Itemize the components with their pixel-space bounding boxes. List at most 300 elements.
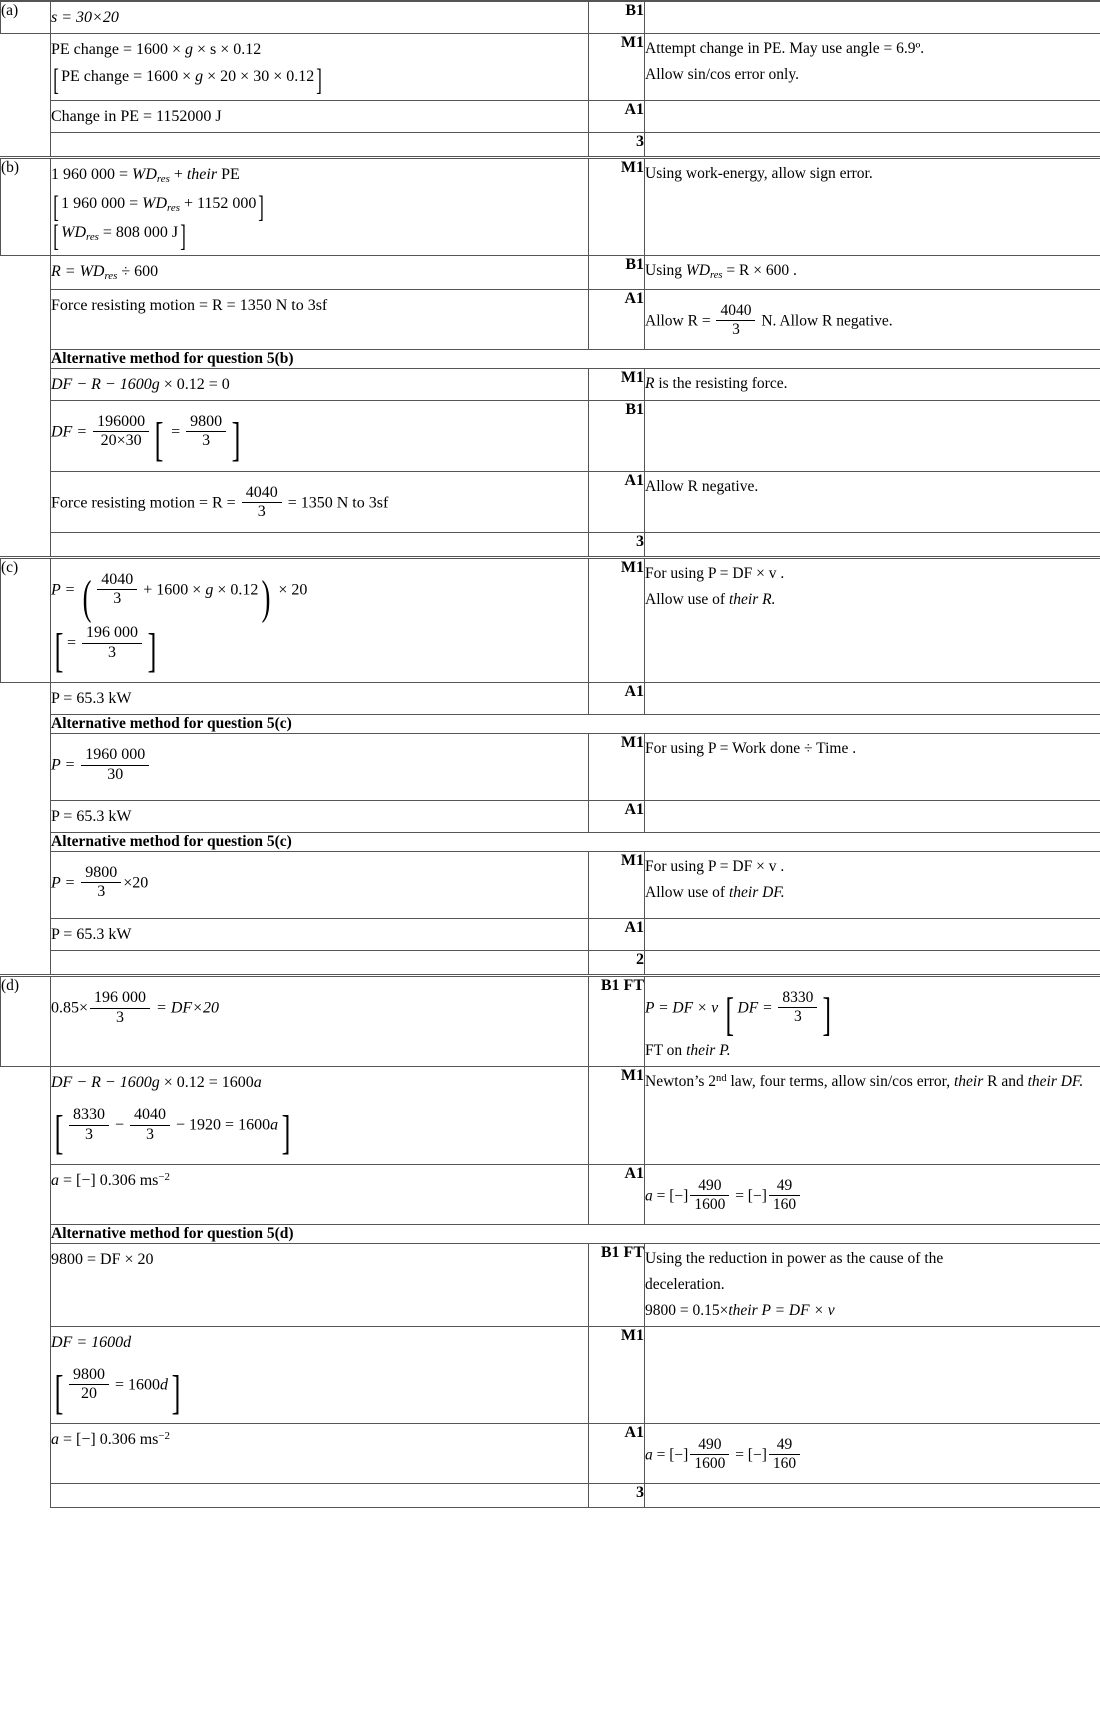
comment-line: For using P = DF × v . — [645, 564, 785, 582]
alt-heading-row — [1, 349, 1100, 368]
part-total-d: 3 — [589, 1483, 645, 1507]
working-line: s = 30×20 — [51, 9, 119, 26]
text-fragment: + 1600 × — [139, 581, 206, 599]
text-fragment: − 1920 = 1600 — [172, 1116, 271, 1134]
text-fragment: P = — [51, 756, 80, 774]
fraction — [242, 484, 282, 522]
working-line — [51, 484, 588, 522]
text-fragment: × s × 0.12 — [193, 41, 262, 59]
working-cell — [51, 132, 589, 157]
fraction-numerator: 9800 — [69, 1366, 109, 1385]
comment-line: For using P = DF × v . — [645, 858, 785, 876]
subscript-res: res — [86, 230, 99, 243]
text-fragment: = [−] 0.306 ms — [59, 1171, 159, 1189]
comment-cell — [645, 532, 1100, 557]
comment-line: Attempt change in PE. May use angle = 6.9º. — [645, 40, 925, 58]
text-fragment: DF − R − 1600 — [51, 1074, 152, 1092]
text-fragment: PE change = 1600 × — [61, 68, 196, 86]
text-fragment: × 0.12 = 0 — [159, 375, 230, 393]
var-g: g — [205, 581, 214, 599]
var-wd: WD — [79, 263, 105, 281]
text-fragment: R. — [758, 590, 776, 608]
comment-line: deceleration. — [645, 1275, 725, 1293]
exponent: −2 — [158, 1170, 170, 1183]
fraction-numerator: 8330 — [778, 989, 817, 1008]
fraction-denominator: 3 — [113, 590, 122, 608]
comment-cell — [645, 1326, 1100, 1424]
fraction-numerator: 1960 000 — [81, 746, 149, 765]
working-cell — [51, 1483, 589, 1507]
var-g: g — [195, 68, 204, 86]
working-cell — [51, 1424, 589, 1484]
var-r: R — [645, 374, 655, 392]
table-row — [1, 557, 1100, 682]
part-label-c: (c) — [1, 557, 51, 682]
comment-cell — [645, 976, 1100, 1067]
part-label-spacer — [1, 682, 51, 714]
alt-method-heading-c2: Alternative method for question 5(c) — [51, 833, 1100, 852]
text-fragment: is the resisting force. — [654, 374, 788, 392]
part-total-a: 3 — [589, 132, 645, 157]
text-fragment: P = DF × v — [645, 999, 719, 1017]
text-fragment: R and — [983, 1073, 1028, 1091]
working-cell — [51, 158, 589, 256]
comment-cell — [645, 734, 1100, 801]
fraction — [90, 989, 150, 1027]
working-line — [51, 260, 588, 285]
working-cell — [51, 1326, 589, 1424]
comment-cell — [645, 1, 1100, 34]
text-fragment: Allow use of — [645, 590, 729, 608]
fraction-denominator: 160 — [772, 1195, 797, 1213]
table-row — [1, 290, 1100, 350]
fraction-denominator: 3 — [97, 883, 106, 901]
comment-cell — [645, 852, 1100, 919]
part-label-spacer — [1, 918, 51, 950]
comment-line: P = DF × v [ DF = $\frac{8330}{3}$ ] — [645, 989, 832, 1042]
text-fragment: P = DF × v — [757, 1301, 835, 1319]
working-cell — [51, 976, 589, 1067]
text-fragment: DF = 1600 — [51, 1333, 124, 1351]
part-label-spacer — [1, 290, 51, 350]
working-line — [51, 38, 588, 61]
table-row — [1, 368, 1100, 400]
fraction-numerator: 4040 — [130, 1106, 170, 1125]
total-row — [1, 951, 1100, 976]
comment-line: Allow R negative. — [645, 477, 759, 495]
fraction — [93, 413, 149, 451]
subscript-res: res — [104, 270, 118, 283]
table-row — [1, 976, 1100, 1067]
part-label-d: (d) — [1, 976, 51, 1067]
table-row — [1, 1326, 1100, 1424]
text-fragment: = 1350 N to 3sf — [283, 494, 389, 512]
working-cell — [51, 918, 589, 950]
emph-their: their — [186, 166, 218, 184]
mark-code: A1 — [589, 471, 645, 532]
comment-cell — [645, 951, 1100, 976]
working-line: Change in PE = 1152000 J — [51, 107, 222, 125]
working-line: P = ( $\frac{4040}{3}$ + 1600 × g × 0.12) × 20 — [51, 570, 308, 624]
part-label-spacer — [1, 1483, 51, 1507]
working-line: P = 65.3 kW — [51, 689, 132, 707]
text-fragment: × 0.12 — [213, 581, 259, 599]
fraction-numerator: 490 — [690, 1436, 729, 1455]
comment-cell — [645, 401, 1100, 472]
total-row — [1, 532, 1100, 557]
part-label-spacer — [1, 734, 51, 801]
table-row — [1, 1, 1100, 34]
working-cell — [51, 368, 589, 400]
part-label-spacer — [1, 1224, 51, 1243]
text-fragment: = 1600 — [110, 1376, 161, 1394]
text-fragment: PE — [217, 166, 240, 184]
mark-code: A1 — [589, 290, 645, 350]
comment-cell — [645, 1483, 1100, 1507]
comment-cell — [645, 918, 1100, 950]
part-label-spacer — [1, 34, 51, 101]
var-g: g — [151, 1074, 160, 1092]
mark-code: M1 — [589, 1326, 645, 1424]
text-fragment: P = — [51, 874, 80, 892]
text-fragment: DF. — [758, 884, 785, 902]
working-line — [51, 1331, 588, 1354]
emph-their: their — [686, 1042, 716, 1060]
working-cell — [51, 256, 589, 290]
working-line: [ $\frac{9800}{20}$ = 1600d] — [54, 1365, 181, 1419]
working-cell — [51, 951, 589, 976]
part-label-spacer — [1, 715, 51, 734]
text-fragment: DF = — [51, 423, 92, 441]
table-row — [1, 918, 1100, 950]
fraction-numerator: 196 000 — [90, 989, 150, 1008]
var-d: d — [123, 1333, 132, 1351]
text-fragment: Force resisting motion = R = — [51, 494, 240, 512]
text-fragment: P. — [715, 1042, 731, 1060]
alt-heading-row — [1, 833, 1100, 852]
text-fragment: = [−] — [652, 1187, 689, 1205]
fraction — [97, 571, 137, 609]
part-label-spacer — [1, 401, 51, 472]
fraction-denominator: 20 — [80, 1385, 97, 1403]
mark-code: A1 — [589, 100, 645, 132]
part-label-spacer — [1, 100, 51, 132]
part-label-spacer — [1, 256, 51, 290]
fraction-denominator: 30 — [107, 765, 124, 783]
part-label-spacer — [1, 1326, 51, 1424]
ordinal-suffix: nd — [716, 1073, 727, 1085]
mark-code: M1 — [589, 34, 645, 101]
total-row — [1, 132, 1100, 157]
working-line: [ PE change = 1600 × g × 20 × 30 × 0.12] — [53, 63, 323, 98]
working-cell — [51, 1164, 589, 1224]
comment-cell — [645, 132, 1100, 157]
comment-line — [645, 302, 1100, 339]
fraction-numerator: 8330 — [69, 1106, 109, 1125]
fraction-denominator: 3 — [146, 1125, 155, 1143]
table-row — [1, 158, 1100, 256]
fraction — [690, 1436, 729, 1473]
comment-cell — [645, 290, 1100, 350]
fraction-numerator: 196 000 — [82, 624, 142, 643]
comment-cell — [645, 100, 1100, 132]
text-fragment: + — [169, 166, 187, 184]
text-fragment: × 20 × 30 × 0.12 — [203, 68, 315, 86]
table-row — [1, 1164, 1100, 1224]
text-fragment: × 20 — [274, 581, 308, 599]
fraction — [69, 1106, 109, 1144]
working-line — [51, 1428, 588, 1451]
comment-cell — [645, 34, 1100, 101]
mark-code: M1 — [589, 368, 645, 400]
fraction — [82, 624, 142, 662]
mark-code: A1 — [589, 1164, 645, 1224]
fraction-denominator: 160 — [772, 1455, 797, 1473]
part-label-spacer — [1, 1243, 51, 1326]
mark-code: B1 — [589, 401, 645, 472]
comment-line: Using the reduction in power as the cause of the — [645, 1249, 944, 1267]
comment-cell — [645, 158, 1100, 256]
working-line: [ $\frac{8330}{3}$ − $\frac{4040}{3}$ − 1920 = 1600a] — [54, 1106, 291, 1160]
text-fragment: = [−] — [731, 1187, 767, 1205]
text-fragment: R = — [51, 263, 80, 281]
fraction-denominator: 3 — [794, 1008, 802, 1026]
text-fragment: law, four terms, allow sin/cos error, — [726, 1073, 954, 1091]
working-line: 9800 = DF × 20 — [51, 1250, 154, 1268]
working-line: [ = $\frac{196 000}{3}$ ] — [54, 624, 157, 678]
part-label-spacer — [1, 852, 51, 919]
working-line: [ 1 960 $000 = WD_{res} + 1152$ 000] — [53, 190, 265, 224]
exponent: −2 — [158, 1430, 170, 1443]
working-line — [51, 989, 588, 1027]
text-fragment: = 808 000 J — [98, 223, 179, 241]
fraction — [186, 413, 226, 451]
alt-method-heading-c1: Alternative method for question 5(c) — [51, 715, 1100, 734]
text-fragment: 1 960 000 = — [51, 166, 133, 184]
var-d: d — [160, 1376, 169, 1394]
mark-code: A1 — [589, 800, 645, 832]
text-fragment: Allow use of — [645, 884, 729, 902]
fraction-denominator: 20×30 — [100, 432, 142, 450]
working-line: Force resisting motion = R = 1350 N to 3sf — [51, 297, 328, 315]
text-fragment: Newton’s 2 — [645, 1073, 717, 1091]
mark-code: M1 — [589, 734, 645, 801]
comment-line: Using work-energy, allow sign error. — [645, 165, 873, 183]
fraction-numerator: 4040 — [716, 302, 755, 321]
comment-cell — [645, 471, 1100, 532]
comment-cell — [645, 1067, 1100, 1165]
part-label-spacer — [1, 1424, 51, 1484]
text-fragment: = [−] 0.306 ms — [59, 1431, 159, 1449]
working-line — [51, 746, 588, 784]
working-line — [51, 163, 588, 188]
mark-code: A1 — [589, 682, 645, 714]
var-a: a — [253, 1074, 262, 1092]
comment-cell — [645, 557, 1100, 682]
var-a: a — [51, 1171, 59, 1189]
text-fragment: + 1152 000 — [179, 194, 257, 212]
fraction — [769, 1436, 800, 1473]
part-label-spacer — [1, 951, 51, 976]
table-row — [1, 800, 1100, 832]
part-label-spacer — [1, 800, 51, 832]
alt-heading-row — [1, 715, 1100, 734]
comment-cell — [645, 368, 1100, 400]
table-row — [1, 1067, 1100, 1165]
working-cell — [51, 734, 589, 801]
text-fragment: 0.85× — [51, 999, 89, 1017]
text-fragment: ×20 — [123, 874, 149, 892]
working-cell — [51, 401, 589, 472]
var-a: a — [645, 1446, 653, 1464]
text-fragment: = R × 600 . — [722, 262, 797, 280]
var-g: g — [151, 375, 160, 393]
text-fragment: Using — [645, 262, 686, 280]
comment-line — [645, 373, 1100, 395]
working-line: P = 65.3 kW — [51, 807, 132, 825]
fraction-denominator: 3 — [116, 1008, 125, 1026]
comment-line — [645, 589, 1100, 611]
mark-code: A1 — [589, 1424, 645, 1484]
fraction — [81, 864, 121, 902]
working-line: DF = $\frac{196000}{20\times 30}$ [ = $\frac{9800}{3}$ ] — [51, 412, 241, 466]
fraction-denominator: 3 — [202, 432, 211, 450]
comment-line: For using P = Work done ÷ Time . — [645, 740, 857, 758]
subscript-res: res — [167, 201, 180, 214]
table-row — [1, 1424, 1100, 1484]
working-cell — [51, 682, 589, 714]
text-fragment: = [−] — [652, 1446, 689, 1464]
comment-line — [645, 882, 1100, 904]
var-wd: WD — [61, 223, 87, 241]
working-line — [51, 1071, 588, 1094]
total-row — [1, 1483, 1100, 1507]
working-cell — [51, 100, 589, 132]
comment-line — [645, 1071, 1100, 1093]
table-row — [1, 256, 1100, 290]
part-label-spacer — [1, 132, 51, 157]
mark-code: M1 — [589, 557, 645, 682]
emph-their: their — [953, 1073, 984, 1091]
fraction-numerator: 4040 — [97, 571, 137, 590]
part-label-spacer — [1, 1164, 51, 1224]
text-fragment: 1 960 000 = — [61, 194, 143, 212]
comment-line — [645, 1177, 1100, 1214]
mark-code: A1 — [589, 918, 645, 950]
comment-line — [645, 260, 1100, 284]
alt-method-heading-b: Alternative method for question 5(b) — [51, 349, 1100, 368]
text-fragment: PE change = 1600 × — [51, 41, 186, 59]
text-fragment: Allow R = — [645, 312, 715, 330]
var-wd: WD — [142, 194, 168, 212]
fraction-denominator: 3 — [732, 321, 740, 339]
fraction — [81, 746, 149, 784]
comment-cell — [645, 682, 1100, 714]
table-row — [1, 34, 1100, 101]
comment-cell — [645, 256, 1100, 290]
part-label-spacer — [1, 471, 51, 532]
mark-code: M1 — [589, 158, 645, 256]
working-cell — [51, 1243, 589, 1326]
mark-code: B1 FT — [589, 1243, 645, 1326]
fraction-numerator: 49 — [769, 1436, 800, 1455]
comment-cell — [645, 1243, 1100, 1326]
text-fragment: = [−] — [731, 1446, 767, 1464]
var-a: a — [270, 1116, 279, 1134]
text-fragment: ÷ 600 — [117, 263, 159, 281]
text-fragment: = — [167, 423, 185, 441]
comment-cell — [645, 800, 1100, 832]
fraction-numerator: 9800 — [81, 864, 121, 883]
part-label-spacer — [1, 833, 51, 852]
mark-code: B1 FT — [589, 976, 645, 1067]
var-a: a — [51, 1431, 59, 1449]
working-cell — [51, 1067, 589, 1165]
working-cell — [51, 800, 589, 832]
text-fragment: − — [110, 1116, 129, 1134]
emph-their: their — [728, 1301, 758, 1319]
text-fragment: × 0.12 = 1600 — [159, 1074, 254, 1092]
emph-their: their — [728, 884, 759, 902]
fraction-numerator: 196000 — [93, 413, 149, 432]
fraction-denominator: 1600 — [694, 1195, 726, 1213]
text-fragment: DF = — [737, 999, 777, 1017]
text-fragment: FT on — [645, 1042, 687, 1060]
part-total-c: 2 — [589, 951, 645, 976]
text-fragment: N. Allow R negative. — [757, 312, 893, 330]
working-line: P = 65.3 kW — [51, 925, 132, 943]
table-row — [1, 1243, 1100, 1326]
alt-heading-row — [1, 1224, 1100, 1243]
mark-code: M1 — [589, 852, 645, 919]
text-fragment: P = — [51, 581, 80, 599]
text-fragment: = — [66, 634, 81, 652]
working-cell — [51, 290, 589, 350]
part-label-spacer — [1, 349, 51, 368]
table-row — [1, 471, 1100, 532]
comment-line — [645, 1040, 1100, 1062]
comment-cell — [645, 1424, 1100, 1484]
working-cell — [51, 557, 589, 682]
part-label-a: (a) — [1, 1, 51, 34]
part-label-b: (b) — [1, 158, 51, 256]
table-row — [1, 852, 1100, 919]
table-row — [1, 734, 1100, 801]
fraction — [778, 989, 817, 1026]
part-label-spacer — [1, 532, 51, 557]
part-label-spacer — [1, 368, 51, 400]
text-fragment: DF − R − 1600 — [51, 375, 152, 393]
table-row — [1, 100, 1100, 132]
working-cell — [51, 532, 589, 557]
working-cell — [51, 1, 589, 34]
mark-code: M1 — [589, 1067, 645, 1165]
part-total-b: 3 — [589, 532, 645, 557]
fraction-numerator: 490 — [690, 1177, 729, 1196]
working-cell — [51, 34, 589, 101]
fraction-denominator: 3 — [257, 503, 266, 521]
working-line — [51, 373, 588, 396]
mark-code: B1 — [589, 1, 645, 34]
var-g: g — [185, 41, 194, 59]
var-a: a — [645, 1187, 653, 1205]
part-label-spacer — [1, 1067, 51, 1165]
emph-their: their DF. — [1027, 1073, 1084, 1091]
emph-their: their — [728, 590, 759, 608]
fraction-denominator: 1600 — [694, 1455, 726, 1473]
fraction — [690, 1177, 729, 1214]
working-cell — [51, 471, 589, 532]
